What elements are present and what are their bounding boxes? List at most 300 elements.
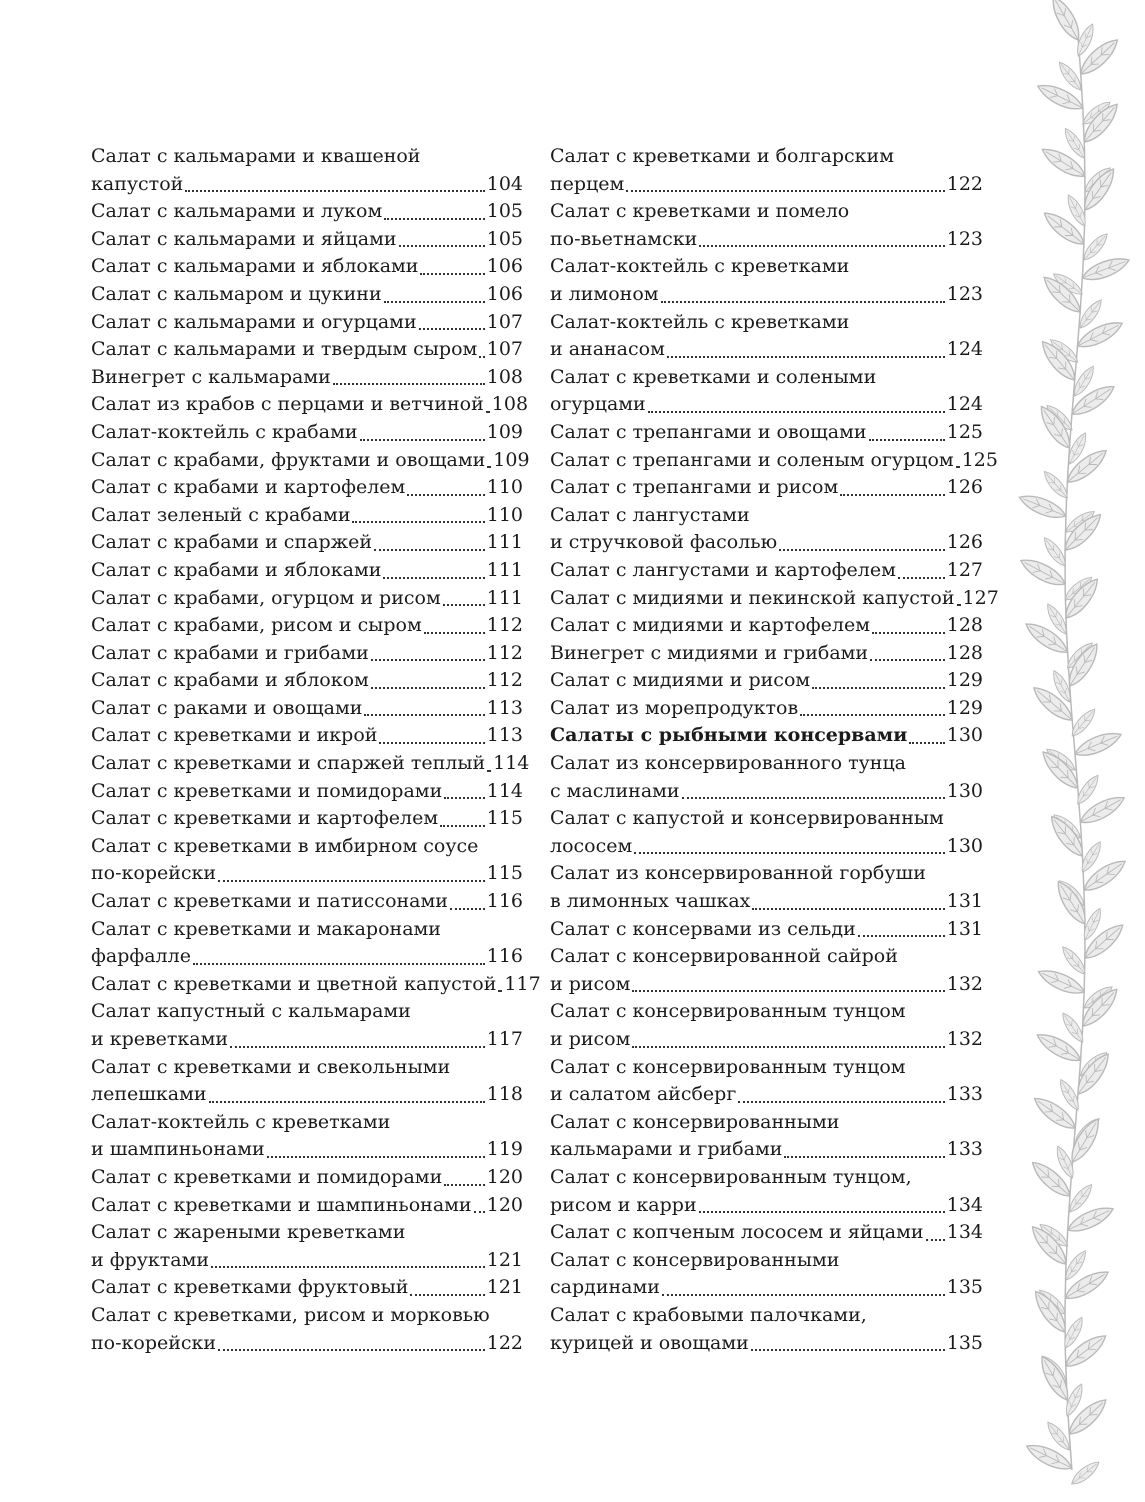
toc-entry-last-line	[550, 1192, 983, 1220]
toc-entry-last-line	[550, 833, 983, 861]
toc-entry	[91, 778, 523, 806]
toc-entry-last-line	[91, 1330, 523, 1358]
toc-entry-title: и рисом	[550, 1028, 631, 1050]
toc-entry-title: лососем	[550, 834, 633, 857]
toc-page-number: 125	[961, 448, 998, 471]
dot-leader	[662, 1279, 945, 1296]
toc-entry	[91, 1302, 523, 1357]
toc-entry-last-line	[91, 888, 523, 916]
toc-entry-title: Салат с трепангами и соленым огурцом	[550, 448, 954, 471]
toc-page-number: 116	[486, 945, 523, 968]
toc-entry-last-line	[91, 502, 523, 530]
toc-entry-title: Винегрет с мидиями и грибами	[550, 641, 869, 664]
toc-entry-title: Салат с крабами, фруктами и овощами	[91, 448, 486, 471]
toc-entry	[91, 1274, 523, 1302]
toc-entry-line	[550, 750, 983, 778]
toc-entry-title: Салат с кальмарами и твердым сыром	[91, 338, 478, 361]
toc-entry	[550, 612, 983, 640]
toc-page-number: 128	[946, 641, 983, 664]
toc-entry	[550, 585, 999, 613]
dot-leader	[371, 644, 485, 661]
toc-entry-last-line	[550, 916, 983, 944]
leaf-icon	[1047, 0, 1085, 44]
toc-page-number: 111	[486, 586, 523, 609]
toc-page-number: 131	[946, 917, 983, 940]
toc-entry	[91, 585, 523, 613]
dot-leader	[926, 1224, 945, 1241]
toc-page-number: 116	[486, 890, 523, 913]
toc-page-number: 120	[486, 1193, 523, 1216]
dot-leader	[374, 534, 485, 551]
toc-entry-title: Салат с креветками фруктовый	[91, 1276, 409, 1299]
toc-entry-last-line	[91, 667, 523, 695]
toc-entry	[91, 529, 523, 557]
toc-entry-title: Салат из крабов с перцами и ветчиной	[91, 393, 484, 416]
dot-leader	[399, 230, 485, 247]
toc-entry	[91, 1164, 523, 1192]
toc-entry-line	[91, 833, 523, 861]
toc-entry-last-line	[91, 419, 523, 447]
toc-page-number: 108	[486, 365, 523, 388]
dot-leader	[648, 396, 945, 413]
toc-entry-line	[550, 860, 983, 888]
toc-entry-last-line	[91, 722, 523, 750]
toc-entry-title: Салат с крабами и яблоком	[91, 669, 369, 692]
toc-entry-title: Салаты с рыбными консервами	[550, 724, 908, 747]
toc-entry	[550, 998, 983, 1053]
toc-entry	[550, 640, 983, 668]
dot-leader	[872, 617, 945, 634]
toc-entry-last-line	[550, 1026, 983, 1054]
toc-entry-last-line	[91, 1026, 523, 1054]
dot-leader	[193, 948, 485, 965]
toc-entry	[91, 612, 523, 640]
dot-leader	[626, 175, 944, 192]
toc-entry	[91, 1109, 523, 1164]
toc-entry	[550, 419, 983, 447]
toc-entry	[550, 1219, 983, 1247]
toc-entry	[91, 916, 523, 971]
dot-leader	[185, 175, 484, 192]
toc-entry-title: Салат капустный с кальмарами	[91, 1000, 411, 1023]
toc-entry-title: Салат с консервированным тунцом	[550, 1000, 906, 1023]
toc-entry	[91, 391, 529, 419]
toc-entry-title: Салат с креветками и помело	[550, 200, 850, 223]
toc-entry-line	[91, 1054, 523, 1082]
toc-page-number: 121	[486, 1248, 523, 1271]
dot-leader	[419, 313, 485, 330]
dot-leader	[333, 368, 485, 385]
toc-entry-last-line	[550, 1081, 983, 1109]
dot-leader	[632, 975, 944, 992]
toc-entry	[550, 1164, 983, 1219]
toc-entry-last-line	[550, 226, 983, 254]
toc-entry-last-line	[91, 336, 523, 364]
toc-entry-line	[91, 916, 523, 944]
toc-page-number: 134	[946, 1221, 983, 1244]
toc-page-number: 126	[946, 531, 983, 554]
toc-entry-title: Салат с креветками и помидорами	[91, 1165, 443, 1188]
toc-entry-title: Салат с жареными креветками	[91, 1221, 406, 1244]
dot-leader	[498, 975, 502, 992]
toc-page-number: 132	[946, 972, 983, 995]
toc-entry	[91, 888, 523, 916]
toc-entry-title: по-корейски	[91, 862, 217, 885]
toc-section-heading	[550, 722, 983, 750]
toc-entry-title: Салат с лангустами	[550, 503, 750, 526]
toc-page-number: 110	[486, 503, 523, 526]
toc-entry-title: и салатом айсберг	[550, 1083, 737, 1106]
toc-page-number: 112	[486, 669, 523, 692]
toc-entry	[550, 447, 998, 475]
toc-entry-last-line	[550, 171, 983, 199]
toc-page-number: 106	[486, 282, 523, 305]
dot-leader	[858, 920, 945, 937]
dot-leader	[486, 396, 490, 413]
toc-entry-title: перцем	[550, 172, 625, 195]
toc-entry-title: по-вьетнамски	[550, 227, 698, 250]
toc-entry-title: Салат с капустой и консервированным	[550, 807, 944, 830]
dot-leader	[812, 672, 945, 689]
dot-leader	[474, 1196, 485, 1213]
toc-entry-title: фарфалле	[91, 945, 191, 968]
dot-leader	[352, 506, 484, 523]
toc-page-number: 130	[946, 779, 983, 802]
toc-entry-last-line	[91, 860, 523, 888]
toc-entry	[91, 750, 530, 778]
toc-entry-title: Салат с кальмарами и огурцами	[91, 310, 417, 333]
toc-entry-title: Салат с креветками и макаронами	[91, 917, 441, 940]
toc-entry-last-line	[91, 778, 523, 806]
toc-entry-last-line	[550, 557, 983, 585]
toc-entry-last-line	[91, 474, 523, 502]
dot-leader	[410, 1279, 484, 1296]
dot-leader	[209, 1086, 485, 1103]
dot-leader	[738, 1086, 944, 1103]
toc-entry-title: и рисом	[550, 972, 631, 995]
toc-entry-title: Салат с мидиями и рисом	[550, 669, 811, 692]
toc-page-number: 117	[504, 972, 541, 995]
toc-entry	[550, 1054, 983, 1109]
toc-entry	[550, 253, 983, 308]
toc-entry-title: сардинами	[550, 1276, 660, 1299]
dot-leader	[383, 561, 484, 578]
toc-page-number: 133	[946, 1083, 983, 1106]
toc-entry-line	[91, 1109, 523, 1137]
toc-entry-last-line	[91, 364, 523, 392]
toc-entry	[550, 1109, 983, 1164]
toc-page-number: 128	[946, 614, 983, 637]
toc-entry	[550, 143, 983, 198]
toc-entry-title: Салат с лангустами и картофелем	[550, 558, 896, 581]
toc-entry-line	[550, 502, 983, 530]
toc-page-number: 104	[486, 172, 523, 195]
toc-entry-title: лепешками	[91, 1083, 207, 1106]
toc-entry-title: Салат с креветками, рисом и морковью	[91, 1303, 490, 1326]
toc-page-number: 114	[486, 779, 523, 802]
toc-entry	[550, 1302, 983, 1357]
toc-entry-last-line	[91, 1192, 523, 1220]
toc-entry	[91, 667, 523, 695]
leaf-icon	[1068, 1458, 1102, 1488]
toc-entry-title: Салат с кальмарами и луком	[91, 200, 383, 223]
toc-entry-title: Салат с крабами и спаржей	[91, 531, 372, 554]
toc-entry-title: Салат с креветками и солеными	[550, 365, 877, 388]
toc-entry	[91, 281, 523, 309]
toc-entry-title: Салат с креветками и свекольными	[91, 1055, 451, 1078]
toc-entry	[550, 695, 983, 723]
toc-page-number: 111	[486, 531, 523, 554]
toc-entry-line	[91, 1219, 523, 1247]
toc-page-number: 130	[946, 724, 983, 747]
toc-page-number: 114	[493, 752, 530, 775]
toc-entry-title: Салат с креветками и патиссонами	[91, 890, 448, 913]
dot-leader	[751, 1334, 945, 1351]
dot-leader	[371, 672, 485, 689]
toc-page-number: 109	[486, 420, 523, 443]
toc-entry-title: Салат с консервированными	[550, 1110, 840, 1133]
toc-page-number: 122	[946, 172, 983, 195]
toc-entry-last-line	[91, 1274, 523, 1302]
toc-entry-line	[550, 1164, 983, 1192]
toc-entry-line	[550, 1247, 983, 1275]
toc-page-number: 127	[946, 558, 983, 581]
toc-entry-last-line	[91, 1136, 523, 1164]
toc-entry-last-line	[550, 419, 983, 447]
toc-entry-title: Салат с трепангами и овощами	[550, 420, 867, 443]
toc-entry-title: Салат с крабами и картофелем	[91, 476, 406, 499]
toc-entry-last-line	[91, 281, 523, 309]
dot-leader	[869, 423, 945, 440]
toc-entry-title: и ананасом	[550, 338, 665, 361]
toc-entry-line	[550, 198, 983, 226]
toc-page-number: 110	[486, 476, 523, 499]
toc-entry	[91, 419, 523, 447]
toc-entry	[550, 667, 983, 695]
toc-entry-title: Салат из консервированной горбуши	[550, 862, 926, 885]
toc-entry-title: Салат с креветками и икрой	[91, 724, 378, 747]
toc-entry-last-line	[91, 309, 523, 337]
toc-entry-line	[550, 943, 983, 971]
toc-entry-title: Салат с кальмаром и цукини	[91, 282, 382, 305]
toc-page-number: 108	[491, 393, 529, 416]
toc-entry-title: Салат с консервированными	[550, 1248, 840, 1271]
toc-entry-last-line	[91, 447, 530, 475]
dot-leader	[699, 230, 944, 247]
toc-entry	[91, 474, 523, 502]
toc-entry-last-line	[91, 585, 523, 613]
toc-entry	[550, 916, 983, 944]
toc-entry-last-line	[91, 226, 523, 254]
toc-page-number: 119	[486, 1138, 523, 1161]
toc-entry-title: Салат с мидиями и пекинской капустой	[550, 586, 955, 609]
dot-leader	[211, 1251, 485, 1268]
toc-entry-last-line	[550, 1330, 983, 1358]
toc-page-number: 115	[486, 862, 523, 885]
toc-entry-title: Салат с консервированной сайрой	[550, 945, 898, 968]
toc-entry-last-line	[550, 778, 983, 806]
toc-entry-line	[550, 998, 983, 1026]
toc-page-number: 132	[946, 1028, 983, 1050]
toc-page-number: 135	[946, 1331, 983, 1354]
leaf-vine-ornament-icon	[995, 0, 1145, 1502]
dot-leader	[632, 1030, 944, 1047]
toc-page-number: 107	[486, 310, 523, 333]
toc-page-number: 107	[486, 338, 523, 361]
toc-page-number: 123	[946, 282, 983, 305]
dot-leader	[956, 451, 960, 468]
toc-entry-title: Салат зеленый с крабами	[91, 503, 351, 526]
toc-entry-last-line	[550, 667, 983, 695]
toc-entry	[91, 253, 523, 281]
dot-leader	[379, 727, 484, 744]
toc-entry-last-line	[91, 391, 529, 419]
dot-leader	[364, 699, 484, 716]
dot-leader	[218, 865, 485, 882]
toc-entry-title: Салат с консервами из сельди	[550, 917, 856, 940]
toc-entry	[91, 143, 523, 198]
toc-entry-line	[550, 143, 983, 171]
toc-entry-last-line	[550, 474, 983, 502]
dot-leader	[487, 754, 491, 771]
toc-entry-title: Салат с крабовыми палочками,	[550, 1303, 867, 1326]
toc-entry-last-line	[550, 1219, 983, 1247]
toc-entry-title: Салат с копченым лососем и яйцами	[550, 1221, 924, 1244]
toc-page-number: 133	[946, 1138, 983, 1161]
toc-entry-title: Салат с креветками и болгарским	[550, 145, 894, 167]
toc-entry-title: и стручковой фасолью	[550, 531, 778, 554]
toc-entry	[550, 309, 983, 364]
toc-entry-last-line	[91, 557, 523, 585]
toc-entry-title: и лимоном	[550, 282, 659, 305]
toc-entry	[91, 336, 523, 364]
toc-entry-last-line	[91, 1081, 523, 1109]
dot-leader	[440, 810, 485, 827]
toc-entry-title: Салат с раками и овощами	[91, 696, 363, 719]
toc-entry	[91, 447, 530, 475]
toc-entry-title: Салат с консервированным тунцом	[550, 1055, 906, 1078]
toc-entry-title: Салат с кальмарами и яйцами	[91, 227, 397, 250]
toc-entry-last-line	[550, 1274, 983, 1302]
toc-page-number: 131	[946, 890, 983, 913]
toc-page-number: 129	[946, 669, 983, 692]
toc-entry-last-line	[91, 695, 523, 723]
toc-entry	[91, 1054, 523, 1109]
toc-entry-title: рисом и карри	[550, 1193, 697, 1216]
toc-page-number: 120	[486, 1165, 523, 1188]
toc-entry	[91, 805, 523, 833]
toc-entry-last-line	[550, 336, 983, 364]
dot-leader	[752, 892, 944, 909]
toc-page-number: 126	[946, 476, 983, 499]
toc-entry-title: огурцами	[550, 393, 646, 416]
dot-leader	[487, 451, 491, 468]
dot-leader	[870, 644, 945, 661]
toc-entry	[91, 226, 523, 254]
toc-entry	[550, 860, 983, 915]
dot-leader	[682, 782, 945, 799]
toc-entry-title: и фруктами	[91, 1248, 210, 1271]
toc-entry-title: Салат-коктейль с креветками	[550, 255, 850, 278]
toc-page-number: 118	[486, 1083, 523, 1106]
toc-entry-last-line	[550, 971, 983, 999]
toc-entry-last-line	[550, 585, 999, 613]
toc-entry-title: Салат-коктейль с креветками	[550, 310, 850, 333]
toc-page-number: 129	[946, 696, 983, 719]
dot-leader	[909, 727, 944, 744]
toc-entry-title: кальмарами и грибами	[550, 1138, 783, 1161]
toc-page-number: 123	[946, 227, 983, 250]
toc-entry-last-line	[91, 529, 523, 557]
toc-entry-title: и креветками	[91, 1028, 229, 1050]
toc-entry-title: Салат-коктейль с креветками	[91, 1110, 391, 1133]
dot-leader	[230, 1030, 485, 1047]
toc-entry	[91, 364, 523, 392]
toc-entry	[91, 695, 523, 723]
toc-entry-last-line	[550, 391, 983, 419]
toc-entry	[550, 502, 983, 557]
dot-leader	[444, 1168, 485, 1185]
toc-entry-line	[91, 143, 523, 171]
dot-leader	[667, 341, 945, 358]
toc-entry	[91, 198, 523, 226]
toc-entry-last-line	[91, 612, 523, 640]
dot-leader	[450, 892, 485, 909]
dot-leader	[779, 534, 945, 551]
toc-entry	[91, 309, 523, 337]
toc-entry-line	[550, 805, 983, 833]
dot-leader	[384, 285, 485, 302]
toc-entry-title: Салат с креветками в имбирном соусе	[91, 834, 479, 857]
dot-leader	[384, 203, 485, 220]
toc-entry-title: курицей и овощами	[550, 1331, 749, 1354]
toc-entry	[550, 750, 983, 805]
toc-entry-title: Салат с крабами и грибами	[91, 641, 369, 664]
toc-entry	[91, 1219, 523, 1274]
toc-entry-last-line	[91, 805, 523, 833]
toc-entry	[91, 722, 523, 750]
toc-entry	[550, 198, 983, 253]
toc-entry	[91, 557, 523, 585]
toc-entry-last-line	[550, 1136, 983, 1164]
toc-page-number: 115	[486, 807, 523, 830]
toc-entry-line	[550, 309, 983, 337]
toc-entry-last-line	[550, 888, 983, 916]
dot-leader	[840, 479, 945, 496]
toc-entry-last-line	[91, 943, 523, 971]
toc-entry-title: капустой	[91, 172, 184, 195]
toc-entry-line	[550, 253, 983, 281]
toc-entry-title: Салат с креветками и спаржей теплый	[91, 752, 486, 775]
toc-entry-title: Салат с крабами, огурцом и рисом	[91, 586, 441, 609]
toc-entry	[550, 943, 983, 998]
toc-entry	[91, 833, 523, 888]
toc-entry-title: Салат с крабами и яблоками	[91, 558, 382, 581]
toc-page-number: 106	[486, 255, 523, 278]
toc-entry	[91, 1192, 523, 1220]
toc-page-number: 111	[486, 558, 523, 581]
dot-leader	[267, 1141, 485, 1158]
toc-page-number: 113	[486, 696, 523, 719]
dot-leader	[661, 285, 945, 302]
toc-entry	[550, 364, 983, 419]
toc-entry	[550, 557, 983, 585]
toc-entry	[91, 640, 523, 668]
toc-entry-title: Салат с крабами, рисом и сыром	[91, 614, 422, 637]
dot-leader	[443, 589, 485, 606]
toc-entry-last-line	[91, 171, 523, 199]
toc-entry-line	[550, 364, 983, 392]
